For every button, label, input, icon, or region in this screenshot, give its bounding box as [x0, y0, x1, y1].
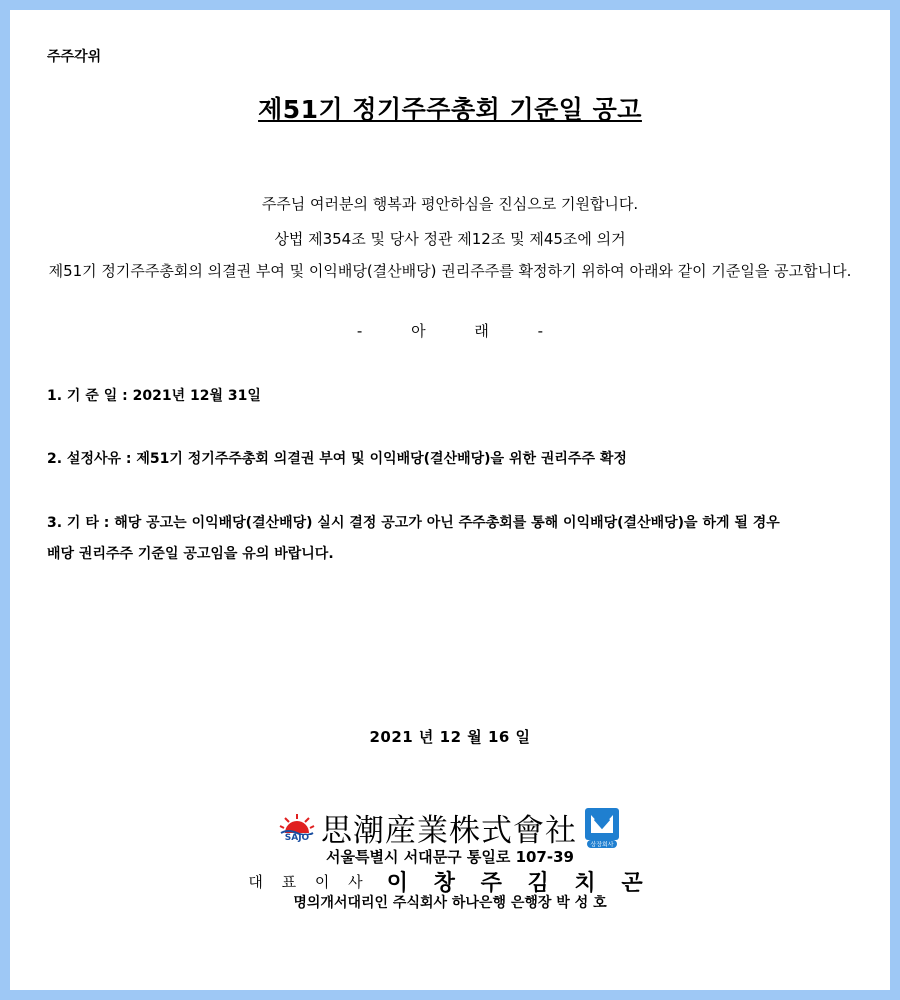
sajo-logo-text: SAJO	[284, 832, 310, 843]
heading-char-1: 아	[411, 322, 426, 340]
intro-line-1: 주주님 여러분의 행복과 평안하심을 진심으로 기원합니다.	[261, 195, 639, 213]
greeting: 주주각위	[47, 49, 102, 65]
item-other-line-2: 배당 권리주주 기준일 공고임을 유의 바랍니다.	[47, 546, 334, 562]
intro-line-2: 상법 제354조 및 당사 정관 제12조 및 제45조에 의거	[274, 230, 626, 248]
item-other-line-1: 3. 기 타 : 해당 공고는 이익배당(결산배당) 실시 결정 공고가 아닌 주주총회를 통해 이익배당(결산배당)을 하게 될 경우	[47, 515, 780, 531]
ceo-label: 대 표 이 사	[248, 873, 370, 891]
sun-icon	[279, 813, 315, 835]
company-signature	[10, 805, 890, 850]
item-reason: 2. 설정사유 : 제51기 정기주주총회 의결권 부여 및 이익배당(결산배당)을 위한 권리주주 확정	[47, 451, 627, 467]
company-name: 思潮産業株式會社	[321, 813, 577, 849]
sajo-logo	[279, 813, 315, 843]
section-heading	[10, 320, 890, 341]
notice-date: 2021 년 12 월 16 일	[369, 728, 531, 746]
company-address: 서울특별시 서대문구 통일로 107-39	[326, 848, 574, 866]
listed-company-badge-icon	[583, 807, 621, 849]
notice-title: 제51기 정기주주총회 기준일 공고	[258, 95, 642, 124]
transfer-agent: 명의개서대리인 주식회사 하나은행 은행장 박 성 호	[293, 895, 607, 911]
ceo-name: 이 창 주 김 치 곤	[386, 871, 652, 896]
intro-line-3: 제51기 정기주주총회의 의결권 부여 및 이익배당(결산배당) 권리주주를 확정하기 위하여 아래와 같이 기준일을 공고합니다.	[48, 262, 852, 280]
badge-text: 상장회사	[590, 841, 614, 848]
heading-char-2: 래	[474, 322, 489, 340]
item-record-date: 1. 기 준 일 : 2021년 12월 31일	[47, 388, 261, 404]
notice-document	[10, 10, 890, 990]
dash-left: -	[356, 322, 363, 340]
dash-right: -	[537, 322, 544, 340]
